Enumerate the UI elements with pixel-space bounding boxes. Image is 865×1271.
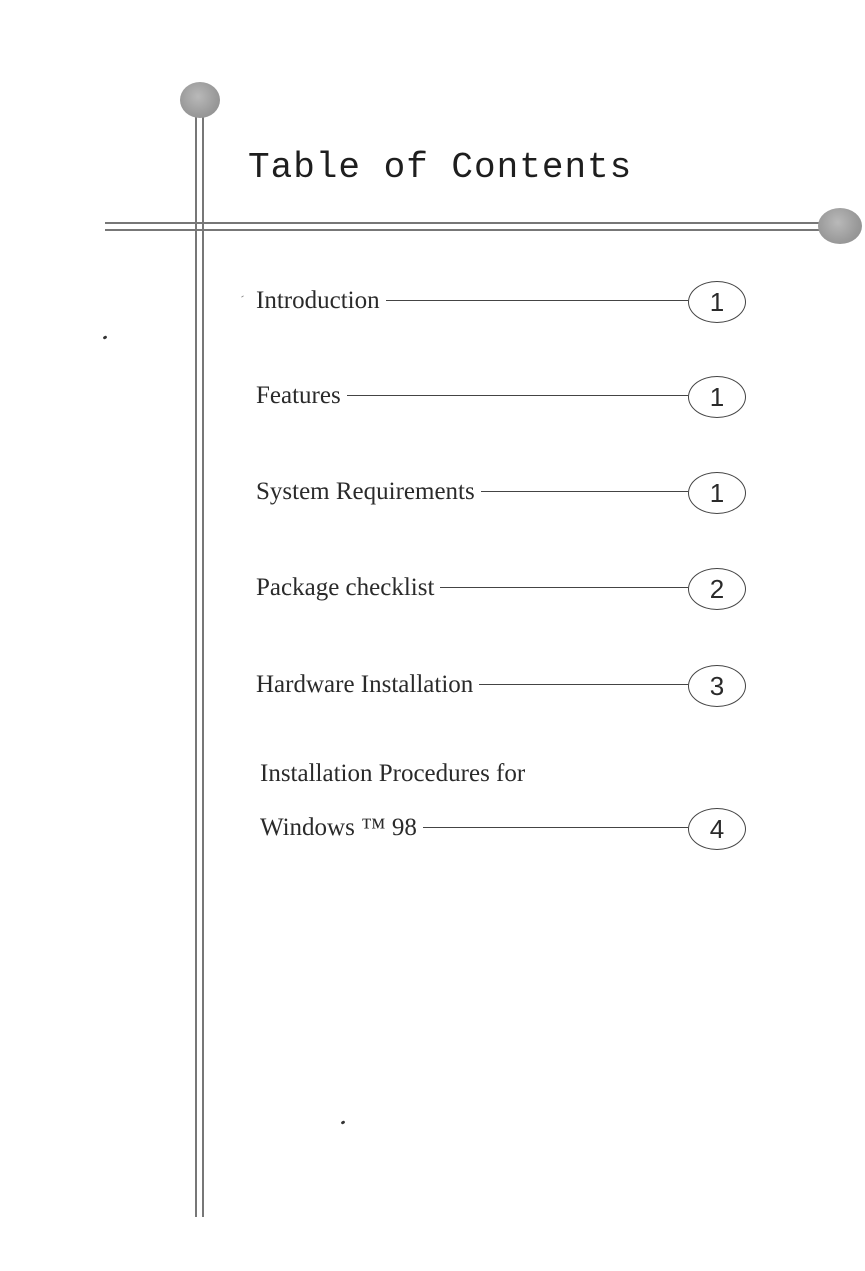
vertical-double-rule xyxy=(195,102,204,1217)
toc-entry-label: System Requirements xyxy=(256,478,481,506)
toc-entry-hardware-installation[interactable] xyxy=(256,663,746,707)
toc-entry-label: Introduction xyxy=(256,287,386,315)
horizontal-double-rule xyxy=(105,222,825,231)
page-number-circle: 4 xyxy=(688,808,746,850)
vertical-rule-dot-icon xyxy=(180,82,220,118)
page-number-circle: 1 xyxy=(688,472,746,514)
toc-entry-label: Hardware Installation xyxy=(256,671,479,699)
toc-entry-features[interactable] xyxy=(256,374,746,418)
toc-entry-introduction[interactable] xyxy=(256,279,746,323)
toc-entry-label: Features xyxy=(256,382,347,410)
toc-entry-label: Package checklist xyxy=(256,574,440,602)
scan-speck xyxy=(103,335,108,340)
toc-entry-windows-98-installation[interactable] xyxy=(260,806,746,850)
toc-entry-label-line2: Windows ™ 98 xyxy=(260,814,423,842)
toc-entry-package-checklist[interactable] xyxy=(256,566,746,610)
toc-entry-label-line1: Installation Procedures for xyxy=(260,760,526,787)
horizontal-rule-dot-icon xyxy=(818,208,862,244)
page-number-circle: 1 xyxy=(688,281,746,323)
page-number-circle: 3 xyxy=(688,665,746,707)
scan-speck xyxy=(341,1120,346,1125)
scan-speck xyxy=(241,295,244,297)
toc-entry-system-requirements[interactable] xyxy=(256,470,746,514)
page-title: Table of Contents xyxy=(248,147,633,188)
page-number-circle: 2 xyxy=(688,568,746,610)
page-number-circle: 1 xyxy=(688,376,746,418)
